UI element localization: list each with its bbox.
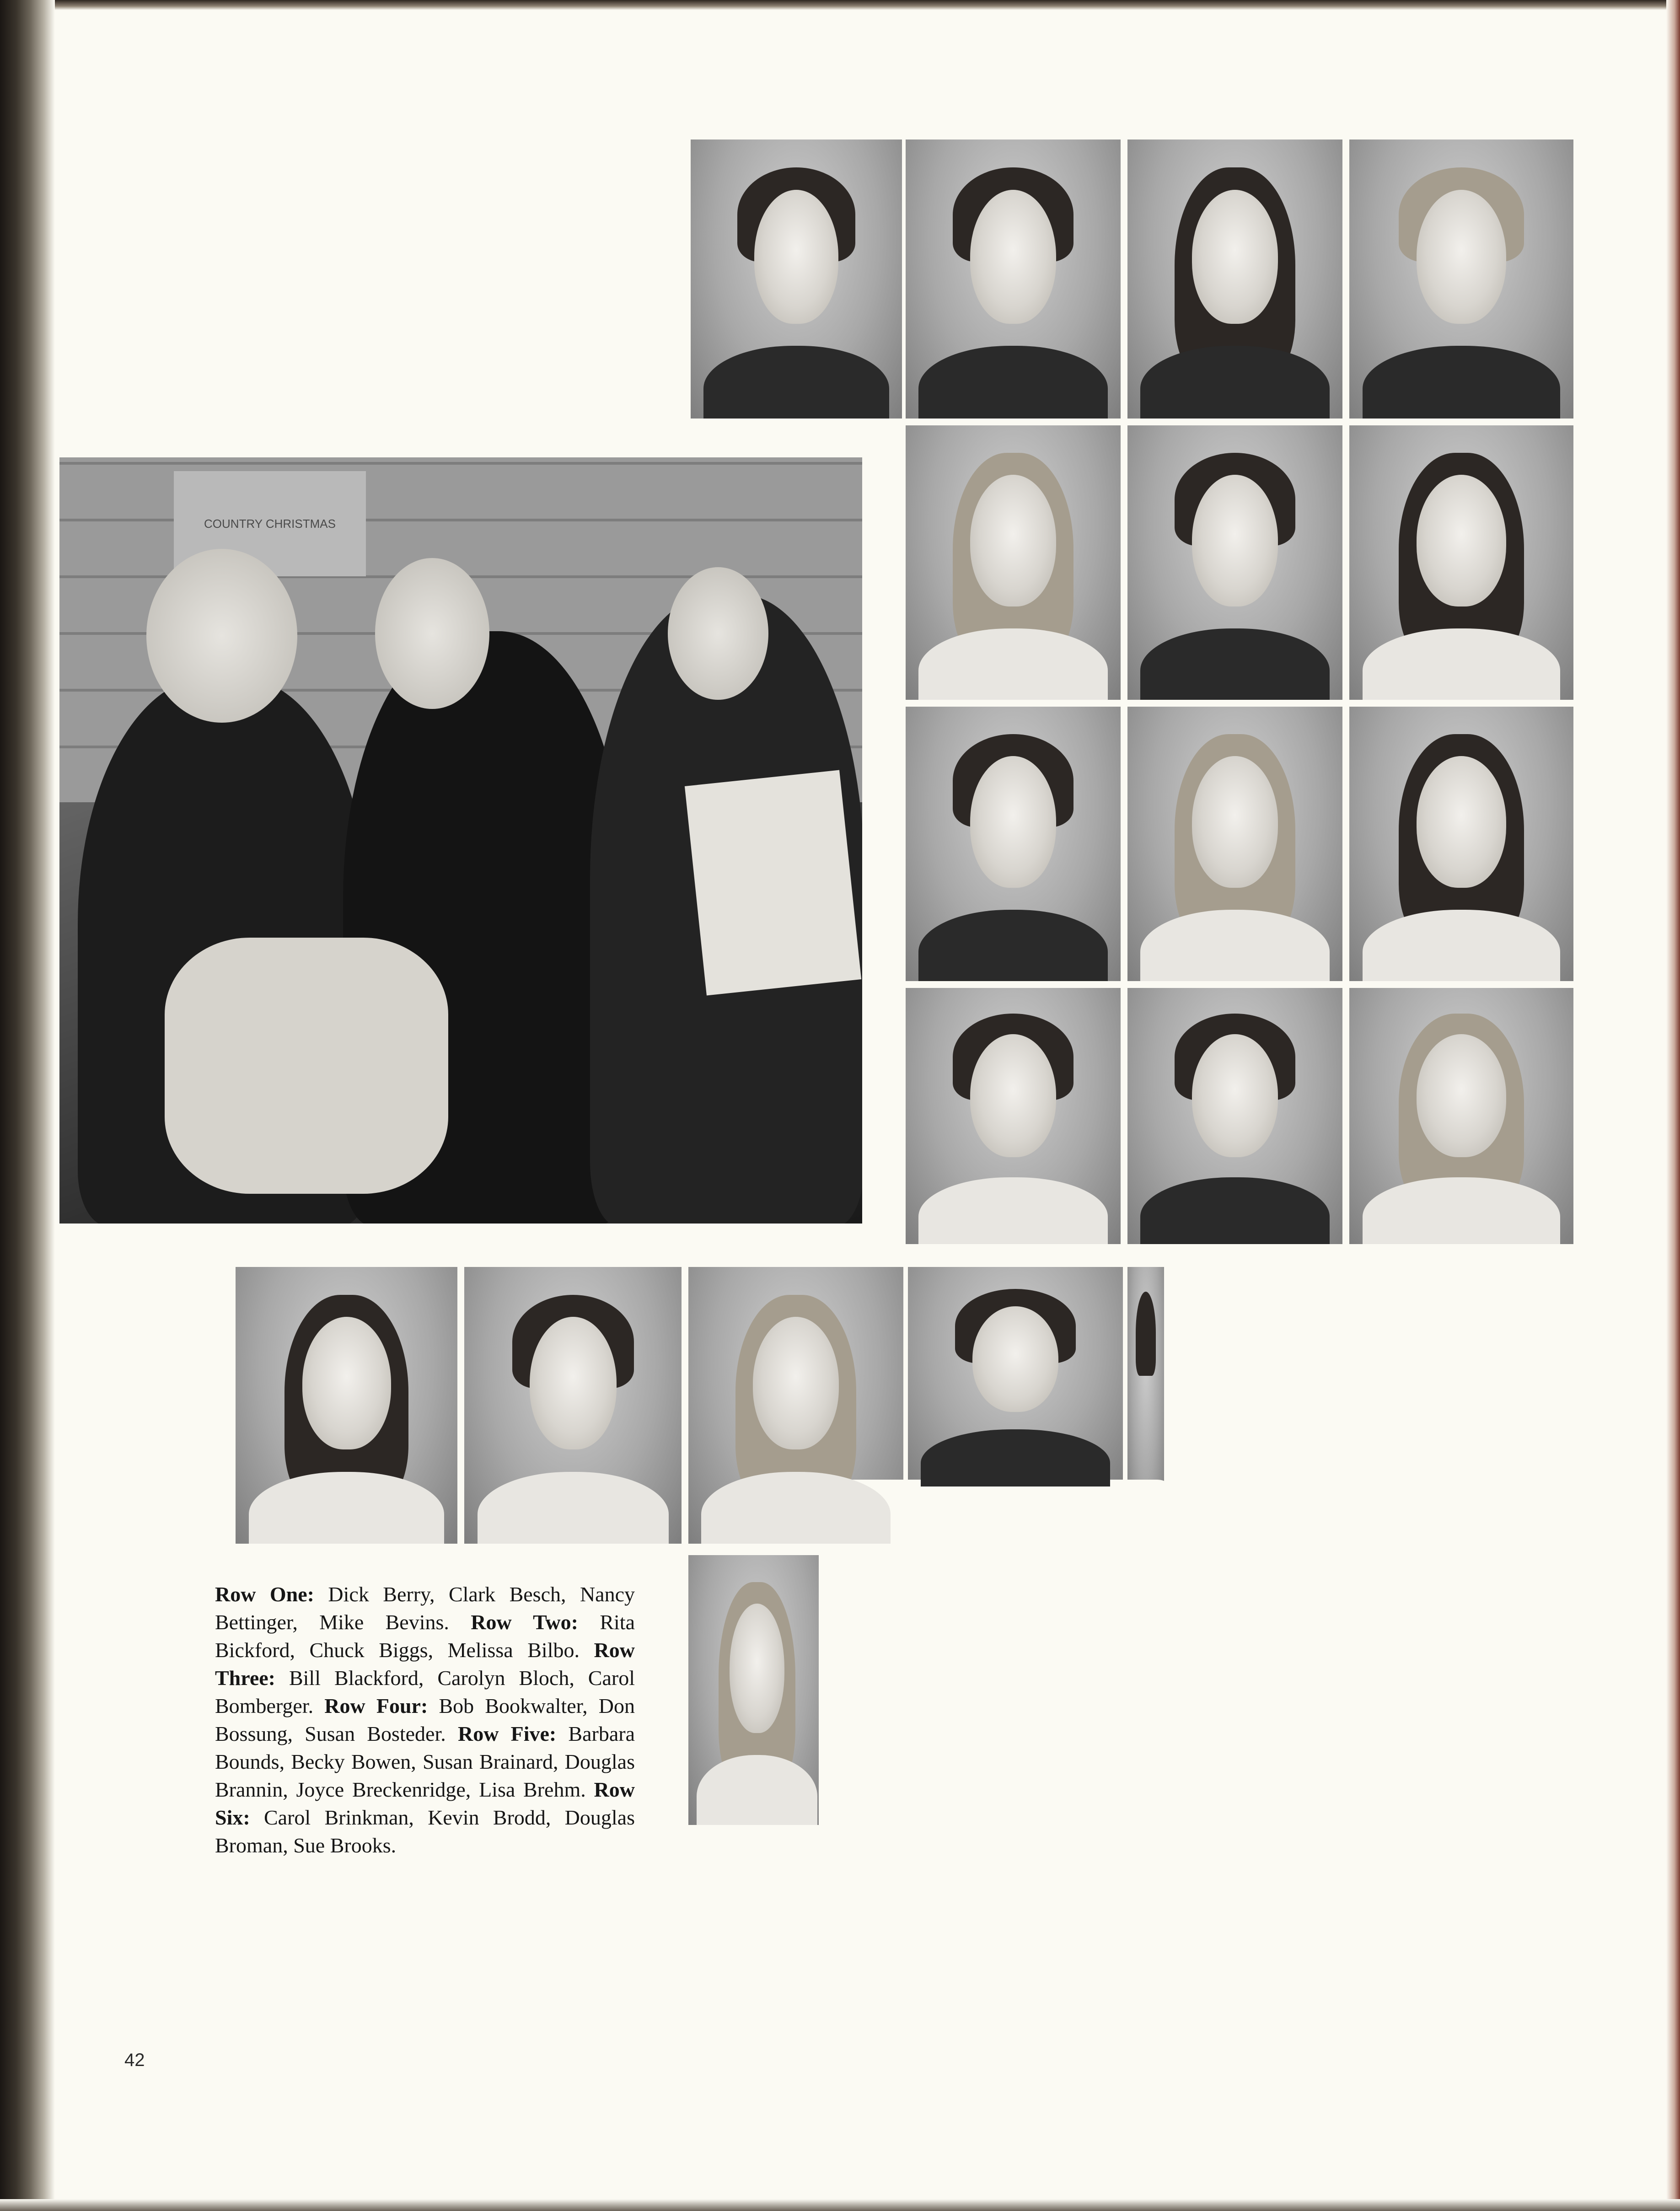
caption-names-row-three: Bill Blackford, Carolyn Bloch, Carol Bomberger. — [215, 1666, 635, 1717]
caption-names-row-five: Barbara Bounds, Becky Bowen, Susan Brainard, Douglas Brannin, Joyce Breckenridge, Lisa Brehm. — [215, 1722, 635, 1801]
caption-label-row-two: Row Two: — [471, 1610, 578, 1634]
portrait-row5-1 — [236, 1267, 457, 1544]
portrait-row5-3 — [688, 1267, 903, 1544]
caption-names-row-four: Bob Bookwalter, Don Bossung, Susan Bosteder. — [215, 1694, 635, 1745]
portrait-row2-3 — [1349, 425, 1573, 700]
caption-label-row-three: Row Three: — [215, 1638, 635, 1690]
page-bottom-edge — [0, 2199, 1680, 2211]
group-candid-photo — [59, 457, 862, 1224]
caption-label-row-five: Row Five: — [457, 1722, 557, 1745]
portrait-row1-1 — [691, 140, 902, 419]
portrait-row2-1 — [906, 425, 1121, 700]
torn-page-area — [819, 1480, 1175, 2083]
portrait-row4-3 — [1349, 988, 1573, 1244]
portrait-row1-3 — [1127, 140, 1342, 419]
photo-caption — [215, 1580, 635, 1859]
portrait-row5-5 — [1127, 1267, 1164, 1514]
portrait-row3-2 — [1127, 707, 1342, 981]
portrait-row4-2 — [1127, 988, 1342, 1244]
page-right-edge — [1666, 0, 1680, 2211]
book-binding-edge — [0, 0, 55, 2211]
portrait-row1-4 — [1349, 140, 1573, 419]
portrait-row5-4 — [908, 1267, 1123, 1487]
page-number: 42 — [124, 2050, 145, 2070]
caption-names-row-six: Carol Brinkman, Kevin Brodd, Douglas Broman, Sue Brooks. — [215, 1806, 635, 1857]
caption-names-row-one: Dick Berry, Clark Besch, Nancy Bettinger, Mike Bevins. — [215, 1583, 635, 1634]
portrait-row3-3 — [1349, 707, 1573, 981]
caption-names-row-two: Rita Bickford, Chuck Biggs, Melissa Bilbo. — [215, 1610, 635, 1662]
portrait-row3-1 — [906, 707, 1121, 981]
portrait-row2-2 — [1127, 425, 1342, 700]
caption-label-row-six: Row Six: — [215, 1778, 635, 1829]
country-christmas-sign: COUNTRY CHRISTMAS — [174, 471, 366, 576]
portrait-row5-2 — [464, 1267, 682, 1544]
caption-label-row-four: Row Four: — [324, 1694, 428, 1717]
portrait-row6-1 — [688, 1555, 826, 1825]
portrait-row4-1 — [906, 988, 1121, 1244]
portrait-row1-2 — [906, 140, 1121, 419]
page-top-edge — [0, 0, 1680, 10]
caption-label-row-one: Row One: — [215, 1583, 314, 1606]
